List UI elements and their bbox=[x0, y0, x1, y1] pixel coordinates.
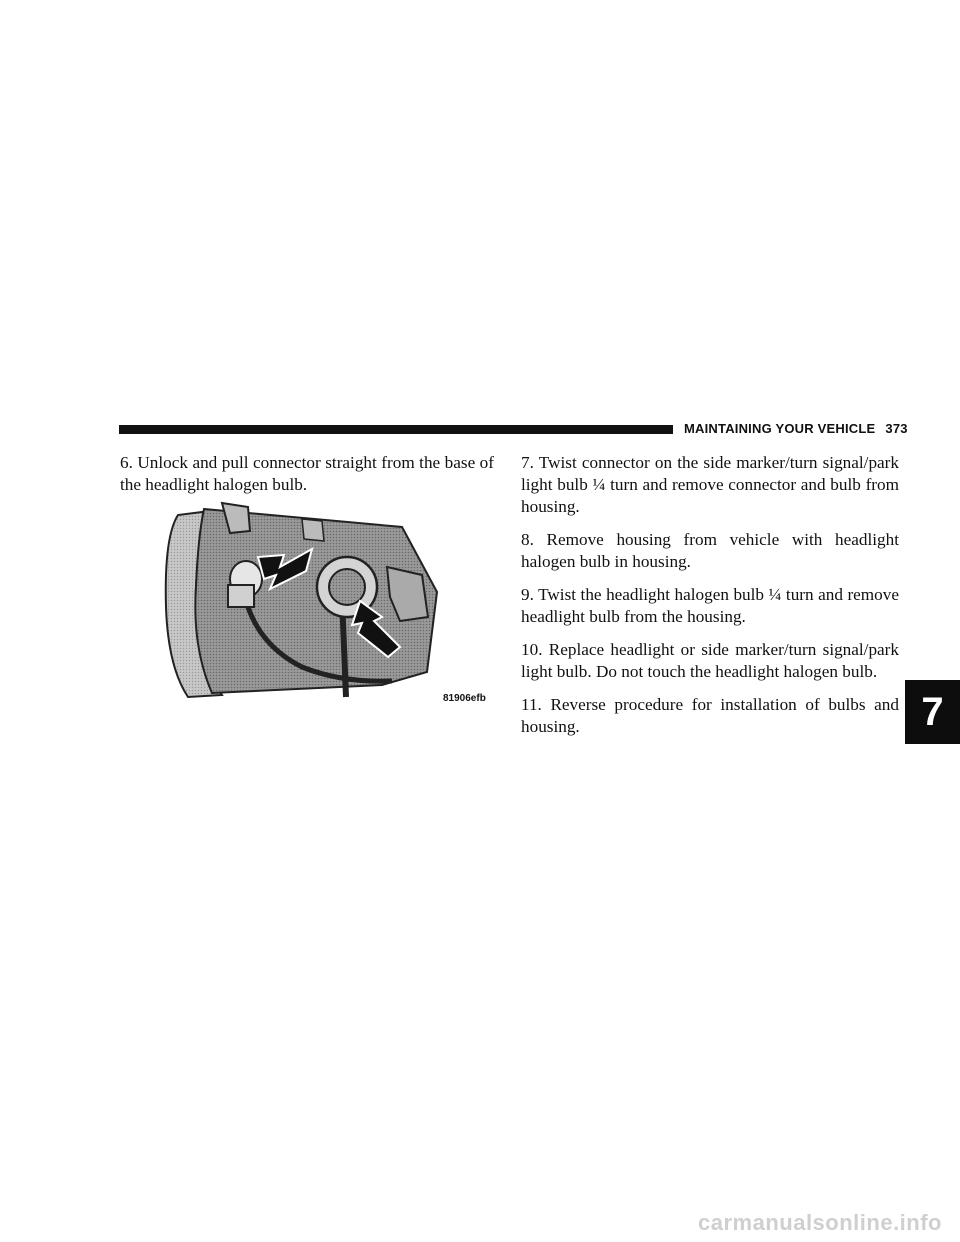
page-number: 373 bbox=[885, 421, 908, 436]
step-9: 9. Twist the headlight halogen bulb ¼ turn and remove headlight bulb from the housing. bbox=[521, 585, 899, 626]
section-title: MAINTAINING YOUR VEHICLE bbox=[684, 421, 876, 436]
right-column bbox=[521, 452, 899, 749]
running-header bbox=[684, 421, 908, 436]
header-rule bbox=[119, 425, 673, 434]
step-6: 6. Unlock and pull connector straight from the base of the headlight halogen bulb. bbox=[120, 453, 494, 494]
headlight-housing-illustration bbox=[152, 497, 498, 707]
step-7: 7. Twist connector on the side marker/turn signal/park light bulb ¼ turn and remove connector and bulb from housing. bbox=[521, 453, 899, 516]
watermark: carmanualsonline.info bbox=[698, 1210, 942, 1235]
step-11: 11. Reverse procedure for installation of bulbs and housing. bbox=[521, 695, 899, 736]
step-10: 10. Replace headlight or side marker/turn signal/park light bulb. Do not touch the headlight halogen bulb. bbox=[521, 640, 899, 681]
step-8: 8. Remove housing from vehicle with headlight halogen bulb in housing. bbox=[521, 530, 899, 571]
chapter-tab: 7 bbox=[905, 680, 960, 744]
figure-code: 81906efb bbox=[443, 693, 486, 704]
